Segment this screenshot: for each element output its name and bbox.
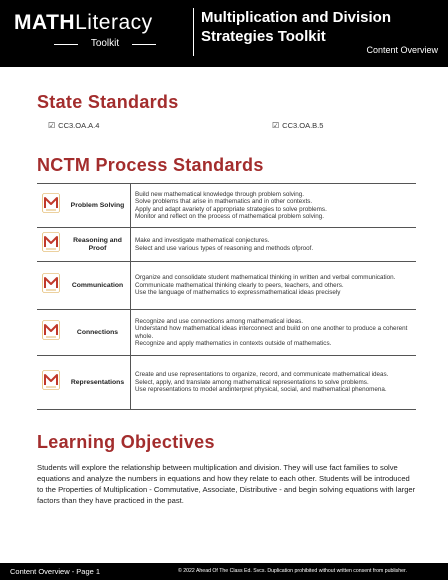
table-row: [37, 184, 416, 228]
standard-label: Communication: [65, 262, 131, 310]
standard-label: Representations: [65, 356, 131, 410]
description-line: Use the language of mathematics to expressmathematical ideas precisely: [135, 289, 341, 297]
logo-light-text: Literacy: [75, 11, 153, 34]
math-literacy-m-icon: [37, 184, 65, 228]
description-line: Communicate mathematical thinking clearly to peers, teachers, and others.: [135, 281, 344, 289]
header-divider: [193, 8, 194, 56]
math-literacy-m-icon: [37, 228, 65, 262]
math-literacy-m-icon: [37, 262, 65, 310]
description-line: Monitor and reflect on the process of mathematical problem solving.: [135, 212, 324, 220]
logo-rule-left: [54, 44, 78, 45]
math-literacy-m-icon: [37, 310, 65, 356]
nctm-heading: NCTM Process Standards: [37, 155, 264, 175]
checkbox-icon: ☑: [272, 121, 280, 130]
state-standards-heading: State Standards: [37, 92, 179, 112]
state-standard-code: CC3.OA.B.5: [282, 121, 324, 130]
logo-rule-right: [132, 44, 156, 45]
description-line: Use representations to model andinterpret physical, social, and mathematical phenomena.: [135, 386, 387, 394]
logo-sub-text: Toolkit: [90, 38, 120, 49]
learning-objectives-heading: Learning Objectives: [37, 432, 215, 452]
footer-bar: [0, 563, 448, 580]
document-subtitle: Content Overview: [366, 45, 438, 55]
standard-description: [131, 184, 417, 228]
description-line: Solve problems that arise in mathematics and in other contexts.: [135, 198, 313, 206]
standard-description: [131, 262, 417, 310]
standard-description: [131, 228, 417, 262]
document-title: Multiplication and Division Strategies Toolkit: [201, 9, 392, 45]
logo-bold-text: MATH: [14, 11, 76, 34]
logo: [14, 12, 153, 34]
standard-label: Problem Solving: [65, 184, 131, 228]
description-line: Recognize and apply mathematics in contexts outside of mathematics.: [135, 339, 332, 347]
copyright-notice: © 2022 Ahead Of The Class Ed. Svcs. Duplication prohibited without written consent from publisher.: [178, 568, 407, 574]
state-standard-code: CC3.OA.A.4: [58, 121, 100, 130]
table-row: [37, 262, 416, 310]
standard-description: [131, 310, 417, 356]
description-line: Build new mathematical knowledge through problem solving.: [135, 190, 305, 198]
checkbox-icon: ☑: [48, 121, 56, 130]
header-bar: [0, 0, 448, 67]
description-line: Select, apply, and translate among mathematical representations to solve problems.: [135, 378, 369, 386]
state-standard-item: [48, 121, 99, 130]
description-line: Organize and consolidate student mathematical thinking in written and verbal communication.: [135, 274, 396, 282]
state-standard-item: [272, 121, 323, 130]
description-line: Select and use various types of reasoning and methods ofproof.: [135, 244, 314, 252]
standard-label: Connections: [65, 310, 131, 356]
table-row: [37, 228, 416, 262]
description-line: Understand how mathematical ideas interconnect and build on one another to produce a coherent whole.: [135, 325, 408, 340]
table-row: [37, 310, 416, 356]
logo-sub: [50, 38, 160, 49]
learning-objectives-text: Students will explore the relationship between multiplication and division. They will use fact families to solve equations and analyze the numbers in equations and how they relate to each other. Students will be introduced to the Properties of Multiplication - Commutative, Associate, Distributive - and begin solving equations with larger factors than they have practiced in the past.: [37, 463, 416, 505]
description-line: Make and investigate mathematical conjectures.: [135, 237, 270, 245]
description-line: Recognize and use connections among mathematical ideas.: [135, 317, 304, 325]
standard-description: [131, 356, 417, 410]
description-line: Create and use representations to organize, record, and communicate mathematical ideas.: [135, 371, 389, 379]
page-number: Content Overview - Page 1: [10, 567, 101, 576]
standard-label: Reasoning and Proof: [65, 228, 131, 262]
nctm-standards-table: [37, 183, 416, 410]
math-literacy-m-icon: [37, 356, 65, 410]
description-line: Apply and adapt avariety of appropriate strategies to solve problems.: [135, 205, 327, 213]
table-row: [37, 356, 416, 410]
